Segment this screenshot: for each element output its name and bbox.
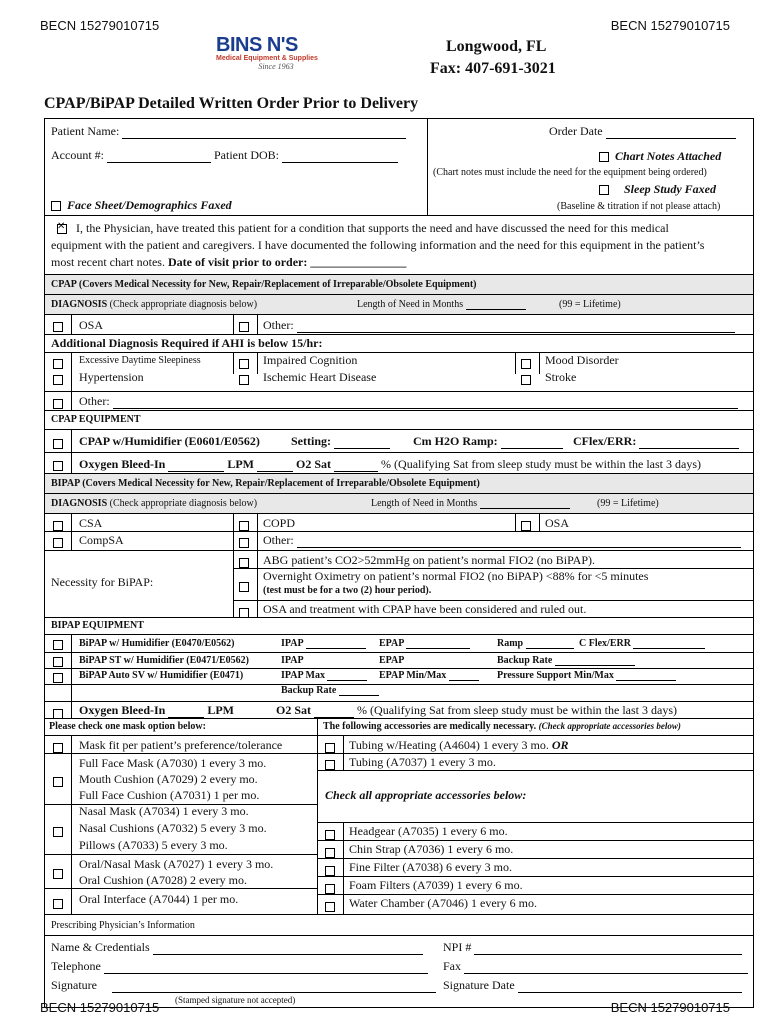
cpap-cflex-label: CFlex/ERR: xyxy=(573,434,637,448)
acc-header: The following accessories are medically necessary. xyxy=(323,721,537,732)
cpap-other-checkbox[interactable] xyxy=(239,322,249,332)
bipap-e2-checkbox[interactable] xyxy=(53,657,63,667)
cpap-equip-header xyxy=(45,410,753,429)
becn-bottom-left: BECN 15279010715 xyxy=(40,1000,160,1015)
oral-cushion-label: Oral Cushion (A7028) 2 every mo. xyxy=(79,873,247,887)
bipap-e2-label: BiPAP ST w/ Humidifier (E0471/E0562) xyxy=(79,655,250,666)
nasal-cushion-label: Nasal Cushions (A7032) 5 every 3 mo. xyxy=(79,821,267,835)
cpap-ramp-field[interactable] xyxy=(501,448,563,449)
cpap-diagnosis-header xyxy=(45,294,753,314)
full-face-label: Full Face Mask (A7030) 1 every 3 mo. xyxy=(79,756,267,770)
abg-checkbox[interactable] xyxy=(239,558,249,568)
logo-since: Since 1963 xyxy=(258,62,294,71)
cognition-label: Impaired Cognition xyxy=(263,353,358,367)
bipap-backup2-label: Backup Rate xyxy=(281,685,337,696)
bipap-epapmin-field[interactable] xyxy=(449,680,479,681)
bipap-diagnosis-label: DIAGNOSIS xyxy=(51,498,108,509)
mouth-cushion-label: Mouth Cushion (A7029) 2 every mo. xyxy=(79,772,258,786)
water-chamber-label: Water Chamber (A7046) 1 every 6 mo. xyxy=(349,896,537,910)
csa-label: CSA xyxy=(79,516,103,530)
fax-number: Fax: 407-691-3021 xyxy=(430,60,556,77)
eds-checkbox[interactable] xyxy=(53,359,63,369)
heated-tubing-label: Tubing w/Heating (A4604) 1 every 3 mo. xyxy=(349,738,549,752)
cpap-o2sat-label: O2 Sat xyxy=(296,457,332,471)
bipap-epap-label: EPAP xyxy=(379,638,404,649)
bipap-equip-label: BIPAP EQUIPMENT xyxy=(51,620,144,631)
mask-header: Please check one mask option below: xyxy=(49,721,206,732)
check-all-label: Check all appropriate accessories below: xyxy=(325,788,527,802)
oximetry-label: Overnight Oximetry on patient’s normal FIO2 (no BiPAP) <88% for <5 minutes xyxy=(263,569,649,583)
physician-section xyxy=(45,914,753,1007)
fine-filter-label: Fine Filter (A7038) 6 every 3 mo. xyxy=(349,860,512,874)
copd-label: COPD xyxy=(263,516,296,530)
csa-checkbox[interactable] xyxy=(53,521,63,531)
foam-filter-label: Foam Filters (A7039) 1 every 6 mo. xyxy=(349,878,523,892)
bipap-diagnosis-header xyxy=(45,493,753,513)
ischemic-checkbox[interactable] xyxy=(239,375,249,385)
physician-name-field[interactable] xyxy=(153,954,423,955)
signature-label: Signature xyxy=(51,978,97,992)
becn-top-left: BECN 15279010715 xyxy=(40,18,160,33)
hypertension-label: Hypertension xyxy=(79,370,144,384)
fine-filter-checkbox[interactable] xyxy=(325,866,335,876)
osa-treat-label: OSA and treatment with CPAP have been considered and ruled out. xyxy=(263,602,587,616)
bipap-o2sat-label: O2 Sat xyxy=(276,703,312,717)
water-chamber-checkbox[interactable] xyxy=(325,902,335,912)
chart-notes-note: (Chart notes must include the need for the equipment being ordered) xyxy=(433,167,707,178)
order-date-field[interactable] xyxy=(606,138,736,139)
cpap-ahi-section xyxy=(45,334,753,391)
stroke-checkbox[interactable] xyxy=(521,375,531,385)
cpap-setting-label: Setting: xyxy=(291,434,331,448)
cpap-cflex-field[interactable] xyxy=(639,448,739,449)
mood-label: Mood Disorder xyxy=(545,353,619,367)
ischemic-label: Ischemic Heart Disease xyxy=(263,370,377,384)
physician-fax-field[interactable] xyxy=(464,973,748,974)
telephone-label: Telephone xyxy=(51,959,101,973)
cpap-o2sat-field[interactable] xyxy=(334,471,378,472)
cpap-qual-note: % (Qualifying Sat from sleep study must be within the last 3 days) xyxy=(381,457,701,471)
bipap-diagnosis-note: (Check appropriate diagnosis below) xyxy=(109,498,258,509)
chart-notes-label: Chart Notes Attached xyxy=(615,149,722,163)
bipap-cflex-label: C Flex/ERR xyxy=(579,638,631,649)
face-sheet-label: Face Sheet/Demographics Faxed xyxy=(67,198,232,212)
bipap-cflex-field[interactable] xyxy=(633,648,705,649)
attestation-checkbox[interactable] xyxy=(57,224,67,234)
cpap-lifetime-note: (99 = Lifetime) xyxy=(559,299,621,310)
patient-section xyxy=(45,119,753,215)
tubing-or: OR xyxy=(551,738,569,752)
bipap-epapmin-label: EPAP Min/Max xyxy=(379,670,447,681)
attestation-line1: I, the Physician, have treated this patient for a condition that supports the need and have discussed the need for this medical xyxy=(76,221,669,235)
sleep-study-label: Sleep Study Faxed xyxy=(624,182,716,196)
attestation-line3: most recent chart notes. xyxy=(51,255,165,269)
oral-interface-label: Oral Interface (A7044) 1 per mo. xyxy=(79,892,239,906)
tubing-label: Tubing (A7037) 1 every 3 mo. xyxy=(349,755,496,769)
bipap-e3-label: BiPAP Auto SV w/ Humidifier (E0471) xyxy=(79,670,244,681)
bipap-qual-note: % (Qualifying Sat from sleep study must be within the last 3 days) xyxy=(357,703,677,717)
eds-label: Excessive Daytime Sleepiness xyxy=(79,355,201,366)
cpap-diagnosis-label: DIAGNOSIS xyxy=(51,299,108,310)
bipap-equip-header xyxy=(45,617,753,634)
cpap-osa-row xyxy=(45,314,753,334)
bipap-ramp-label: Ramp xyxy=(497,638,524,649)
bipap-other-checkbox[interactable] xyxy=(239,538,249,548)
tubing-checkbox[interactable] xyxy=(325,760,335,770)
logo-name: BINS N'S xyxy=(216,34,298,56)
bipap-o2-row xyxy=(45,701,753,718)
physician-header: Prescribing Physician’s Information xyxy=(51,920,195,931)
stroke-label: Stroke xyxy=(545,370,577,384)
order-form xyxy=(44,118,754,1008)
mask-header-row xyxy=(45,718,753,735)
ahi-header: Additional Diagnosis Required if AHI is below 15/hr: xyxy=(51,336,323,350)
headgear-label: Headgear (A7035) 1 every 6 mo. xyxy=(349,824,508,838)
bipap-osa-label: OSA xyxy=(545,516,570,530)
telephone-field[interactable] xyxy=(104,973,428,974)
signature-field[interactable] xyxy=(112,992,436,993)
cpap-lpm-label: LPM xyxy=(227,457,255,471)
mood-checkbox[interactable] xyxy=(521,359,531,369)
bipap-backup-label: Backup Rate xyxy=(497,655,553,666)
patient-name-field[interactable] xyxy=(122,138,406,139)
account-label: Account #: xyxy=(51,148,104,162)
dob-field[interactable] xyxy=(282,162,398,163)
bipap-e1-label: BiPAP w/ Humidifier (E0470/E0562) xyxy=(79,638,235,649)
signature-date-label: Signature Date xyxy=(443,978,515,992)
bipap-ipapmax-field[interactable] xyxy=(327,680,367,681)
chin-strap-label: Chin Strap (A7036) 1 every 6 mo. xyxy=(349,842,514,856)
nasal-mask-label: Nasal Mask (A7034) 1 every 3 mo. xyxy=(79,804,249,818)
bipap-osa-checkbox[interactable] xyxy=(521,521,531,531)
page-title: CPAP/BiPAP Detailed Written Order Prior to Delivery xyxy=(44,95,419,112)
bipap-other-label: Other: xyxy=(263,533,294,547)
bipap-ramp-field[interactable] xyxy=(526,648,574,649)
order-date-label: Order Date xyxy=(549,124,603,138)
cpap-diagnosis-note: (Check appropriate diagnosis below) xyxy=(109,299,258,310)
logo-sub: Medical Equipment & Supplies xyxy=(216,55,318,62)
cpap-ramp-label: Cm H2O Ramp: xyxy=(413,434,498,448)
mask-fit-label: Mask fit per patient’s preference/tolerance xyxy=(79,738,283,752)
bipap-st-ipap-label: IPAP xyxy=(281,655,304,666)
bipap-epap-field[interactable] xyxy=(406,648,470,649)
visit-date-label: Date of visit prior to order: ________________ xyxy=(167,255,407,269)
pillows-label: Pillows (A7033) 5 every 3 mo. xyxy=(79,838,228,852)
cpap-header-text: CPAP (Covers Medical Necessity for New, Repair/Replacement of Irreparable/Obsolete Equipment) xyxy=(51,279,477,290)
npi-field[interactable] xyxy=(474,954,742,955)
cpap-hum-row xyxy=(45,429,753,452)
compsa-label: CompSA xyxy=(79,533,124,547)
nasal-mask-checkbox[interactable] xyxy=(53,827,63,837)
bipap-o2-label: Oxygen Bleed-In xyxy=(79,703,166,717)
cpap-o2-label: Oxygen Bleed-In xyxy=(79,457,166,471)
physician-name-label: Name & Credentials xyxy=(51,940,150,954)
cpap-length-field[interactable] xyxy=(466,309,526,310)
oral-interface-checkbox[interactable] xyxy=(53,899,63,909)
hypertension-checkbox[interactable] xyxy=(53,375,63,385)
bipap-length-label: Length of Need in Months xyxy=(371,498,478,509)
bipap-equip-rows xyxy=(45,634,753,701)
oral-nasal-checkbox[interactable] xyxy=(53,869,63,879)
cpap-o2-field[interactable] xyxy=(168,471,224,472)
bipap-lpm-label: LPM xyxy=(207,703,235,717)
foam-filter-checkbox[interactable] xyxy=(325,884,335,894)
bipap-pressure-label: Pressure Support Min/Max xyxy=(497,670,614,681)
bipap-necessity xyxy=(45,550,753,617)
cognition-checkbox[interactable] xyxy=(239,359,249,369)
acc-note: (Check appropriate accessories below) xyxy=(538,721,681,731)
location: Longwood, FL xyxy=(446,38,547,55)
account-field[interactable] xyxy=(107,162,211,163)
sleep-study-checkbox[interactable] xyxy=(599,185,609,195)
bipap-backup-field[interactable] xyxy=(555,665,635,666)
becn-bottom-right: BECN 15279010715 xyxy=(610,1000,730,1015)
full-face-checkbox[interactable] xyxy=(53,777,63,787)
bipap-e3-checkbox[interactable] xyxy=(53,673,63,683)
bipap-backup2-field[interactable] xyxy=(339,695,379,696)
cpap-length-label: Length of Need in Months xyxy=(357,299,464,310)
cpap-setting-field[interactable] xyxy=(334,448,390,449)
npi-label: NPI # xyxy=(443,940,472,954)
copd-checkbox[interactable] xyxy=(239,521,249,531)
stamp-note: (Stamped signature not accepted) xyxy=(175,995,296,1005)
dob-label: Patient DOB: xyxy=(214,148,279,162)
bipap-st-epap-label: EPAP xyxy=(379,655,405,666)
bipap-lifetime-note: (99 = Lifetime) xyxy=(597,498,659,509)
cpap-osa-label: OSA xyxy=(79,318,104,332)
oximetry-note: (test must be for a two (2) hour period). xyxy=(263,585,432,596)
cpap-other2-checkbox[interactable] xyxy=(53,399,63,409)
mask-section xyxy=(45,735,753,914)
attestation-line2: equipment with the patient and caregivers. I have documented the following information and the need for this equipment in the patient’s xyxy=(51,238,705,252)
patient-name-label: Patient Name: xyxy=(51,124,120,138)
cpap-hum-label: CPAP w/Humidifier (E0601/E0562) xyxy=(79,434,260,448)
headgear-checkbox[interactable] xyxy=(325,830,335,840)
bipap-header xyxy=(45,473,753,493)
heated-tubing-checkbox[interactable] xyxy=(325,743,335,753)
mask-fit-checkbox[interactable] xyxy=(53,743,63,753)
necessity-label: Necessity for BiPAP: xyxy=(51,575,154,589)
cpap-hum-checkbox[interactable] xyxy=(53,439,63,449)
cpap-other-field[interactable] xyxy=(297,332,735,333)
cpap-o2-checkbox[interactable] xyxy=(53,461,63,471)
chin-strap-checkbox[interactable] xyxy=(325,848,335,858)
cpap-o2-row xyxy=(45,452,753,473)
bipap-ipap-field[interactable] xyxy=(306,648,366,649)
cpap-osa-checkbox[interactable] xyxy=(53,322,63,332)
full-face-cushion-label: Full Face Cushion (A7031) 1 per mo. xyxy=(79,788,260,802)
cpap-equip-label: CPAP EQUIPMENT xyxy=(51,414,141,425)
attestation-section xyxy=(45,215,753,274)
cpap-lpm-field[interactable] xyxy=(257,471,293,472)
compsa-checkbox[interactable] xyxy=(53,538,63,548)
bipap-ipapmax-label: IPAP Max xyxy=(281,670,325,681)
bipap-pressure-field[interactable] xyxy=(616,680,676,681)
bipap-other-field[interactable] xyxy=(297,547,741,548)
cpap-other2-label: Other: xyxy=(79,394,110,408)
oral-nasal-label: Oral/Nasal Mask (A7027) 1 every 3 mo. xyxy=(79,857,274,871)
signature-date-field[interactable] xyxy=(518,992,742,993)
sleep-study-note: (Baseline & titration if not please attach) xyxy=(557,201,721,212)
bipap-ipap-label: IPAP xyxy=(281,638,304,649)
cpap-header xyxy=(45,274,753,294)
binsons-logo xyxy=(216,34,336,80)
cpap-other2-row xyxy=(45,391,753,410)
cpap-other2-field[interactable] xyxy=(113,408,738,409)
bipap-header-text: BIPAP (Covers Medical Necessity for New, Repair/Replacement of Irreparable/Obsolete Equipment) xyxy=(51,478,480,489)
face-sheet-checkbox[interactable] xyxy=(51,201,61,211)
cpap-other-label: Other: xyxy=(263,318,294,332)
bipap-length-field[interactable] xyxy=(480,508,570,509)
bipap-dx-rows xyxy=(45,513,753,550)
becn-top-right: BECN 15279010715 xyxy=(610,18,730,33)
chart-notes-checkbox[interactable] xyxy=(599,152,609,162)
bipap-e1-checkbox[interactable] xyxy=(53,640,63,650)
abg-label: ABG patient’s CO2>52mmHg on patient’s normal FIO2 (no BiPAP). xyxy=(263,553,595,567)
physician-fax-label: Fax xyxy=(443,959,461,973)
oximetry-checkbox[interactable] xyxy=(239,582,249,592)
